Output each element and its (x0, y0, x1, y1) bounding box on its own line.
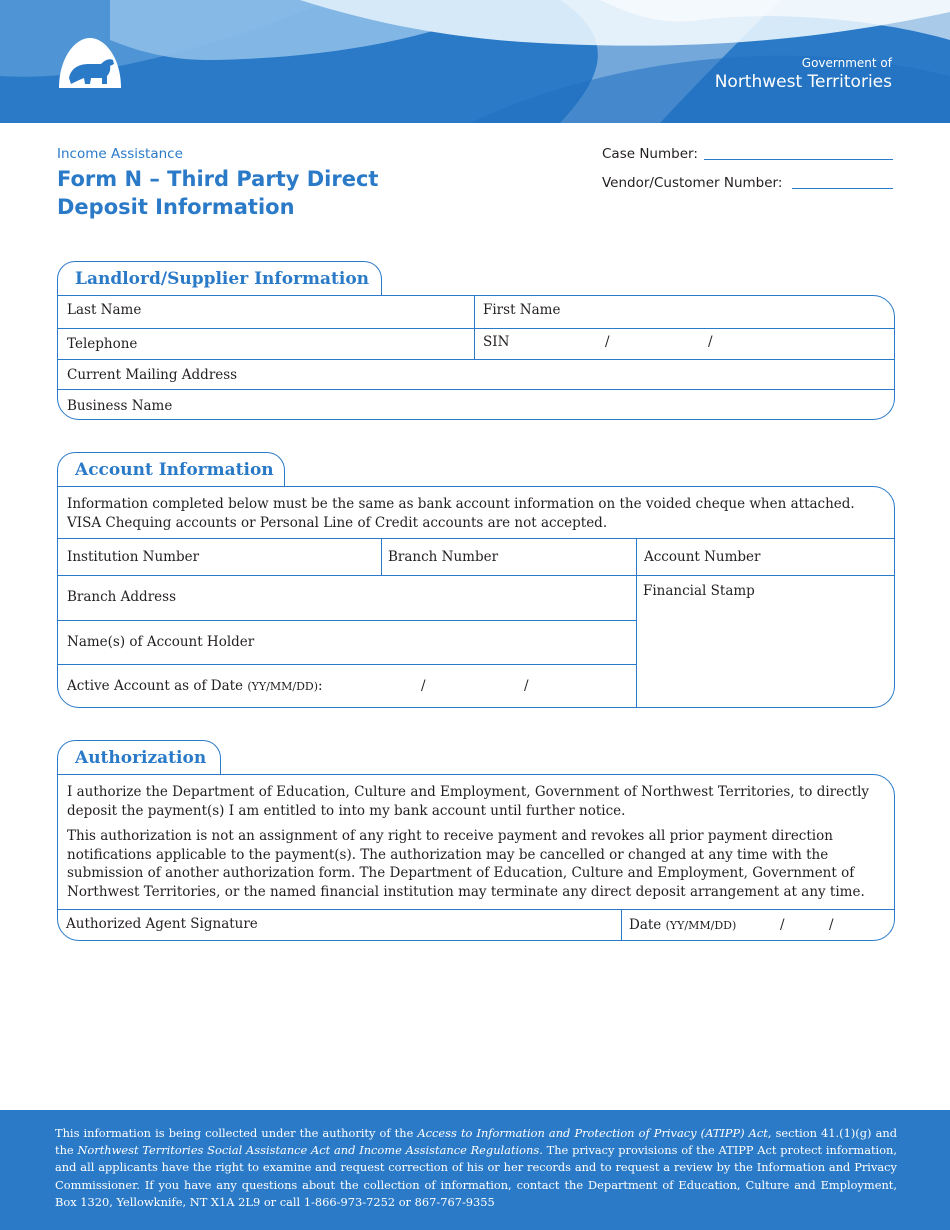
active-date-label: Active Account as of Date (67, 678, 244, 694)
program-name: Income Assistance (57, 146, 183, 162)
account-number-field[interactable]: Account Number (644, 549, 761, 565)
date-separator: / (829, 917, 834, 933)
agent-signature-field[interactable]: Authorized Agent Signature (66, 916, 258, 932)
government-wordmark (715, 56, 892, 93)
account-note: Information completed below must be the same as bank account information on the voided cheque when attached. VISA Chequing accounts or Personal Line of Credit accounts are not accepted. (67, 496, 855, 531)
atipp-act-name: Access to Information and Protection of Privacy (ATIPP) Act (417, 1126, 768, 1140)
privacy-footer (0, 1110, 950, 1230)
institution-number-field[interactable]: Institution Number (67, 549, 200, 565)
branch-address-field[interactable]: Branch Address (67, 589, 176, 605)
landlord-section (57, 295, 895, 420)
polar-bear-logo (57, 34, 123, 90)
northwest-territories-text: Northwest Territories (714, 72, 892, 92)
case-number-label: Case Number: (602, 146, 698, 162)
sin-field[interactable]: SIN (483, 334, 510, 350)
page-title-line2: Deposit Information (57, 195, 295, 219)
authorization-section (57, 774, 895, 941)
authorization-date-format: (YY/MM/DD) (665, 919, 737, 932)
case-number-field[interactable] (704, 159, 893, 160)
authorization-paragraph-1: I authorize the Department of Education, Culture and Employment, Government of Northwest Territories, to directly deposit the payment(s) I am entitled to into my bank account until further notice. (67, 784, 870, 819)
page-title (57, 165, 378, 221)
last-name-field[interactable]: Last Name (67, 302, 142, 318)
privacy-notice (55, 1125, 897, 1211)
date-separator: / (524, 678, 529, 694)
branch-number-field[interactable]: Branch Number (388, 549, 499, 565)
authorization-date-field[interactable] (629, 917, 736, 933)
date-separator: / (780, 917, 785, 933)
page-title-line1: Form N – Third Party Direct (57, 167, 379, 191)
sin-separator: / (605, 334, 610, 350)
active-date-format: (YY/MM/DD) (247, 680, 319, 693)
active-date-colon: : (318, 678, 323, 694)
landlord-section-tab (57, 261, 382, 297)
financial-stamp-area[interactable]: Financial Stamp (643, 583, 755, 599)
vendor-number-field[interactable] (792, 188, 893, 189)
authorization-section-title: Authorization (75, 748, 207, 768)
privacy-text: , section 41.(1)(g) and the (55, 1126, 897, 1158)
government-of-text: Government of (801, 56, 892, 70)
account-section-tab (57, 452, 285, 488)
page-header (0, 0, 950, 123)
active-date-field[interactable] (67, 678, 323, 694)
date-separator: / (421, 678, 426, 694)
telephone-field[interactable]: Telephone (67, 336, 138, 352)
privacy-text: . The privacy provisions of the ATIPP Act protect information, and all applicants have the right to examine and request correction of his or her records and to request a review by the Information and Privacy Commissioner. If you have any questions about the collection of information, contact the Department of Education, Culture and Employment, Box 1320, Yellowknife, NT X1A 2L9 or call 1-866-973-7252 or 867-767-9355 (55, 1143, 898, 1209)
account-section-title: Account Information (75, 460, 274, 480)
sin-separator: / (708, 334, 713, 350)
mailing-address-field[interactable]: Current Mailing Address (67, 367, 238, 383)
regulations-name: Northwest Territories Social Assistance Act and Income Assistance Regulations (77, 1143, 540, 1158)
vendor-number-label: Vendor/Customer Number: (602, 175, 783, 191)
landlord-section-title: Landlord/Supplier Information (75, 269, 370, 289)
privacy-text: This information is being collected under the authority of the (55, 1126, 418, 1140)
authorization-date-label: Date (629, 917, 662, 933)
business-name-field[interactable]: Business Name (67, 398, 173, 414)
account-section (57, 486, 895, 708)
authorization-section-tab (57, 740, 221, 776)
account-holder-field[interactable]: Name(s) of Account Holder (67, 634, 255, 650)
authorization-paragraph-2: This authorization is not an assignment of any right to receive payment and revokes all prior payment direction notifications applicable to the payment(s). The authorization may be cancelled or changed at any time with the submission of another authorization form. The Department of Education, Culture and Employment, Government of Northwest Territories, or the named financial institution may terminate any direct deposit arrangement at any time. (67, 828, 865, 900)
first-name-field[interactable]: First Name (483, 302, 561, 318)
